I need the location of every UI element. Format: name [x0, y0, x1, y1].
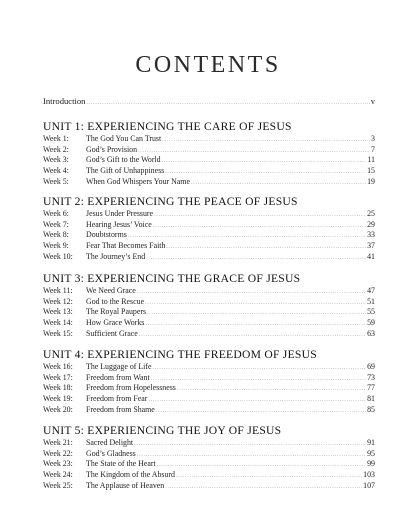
week-label: Week 10:: [43, 251, 73, 261]
toc-entry: [43, 373, 375, 384]
entry-title: Jesus Under Pressure: [86, 209, 154, 218]
page-number: 37: [367, 241, 375, 251]
page-number: 59: [367, 318, 375, 328]
page-number: 47: [367, 286, 375, 295]
dot-leader: [134, 439, 366, 450]
page-number: 25: [367, 209, 375, 218]
week-label: Week 9:: [43, 241, 69, 251]
dot-leader: [162, 135, 370, 146]
page-number: 33: [367, 230, 375, 240]
dot-leader: [147, 308, 366, 319]
unit-section-2: [43, 195, 375, 262]
entry-title: The Kingdom of the Absurd: [86, 470, 175, 480]
toc-entry: [43, 470, 375, 481]
dot-leader: [165, 482, 362, 493]
week-label: Week 19:: [43, 394, 73, 404]
toc-entry: [43, 438, 375, 449]
entry-title: Freedom from Shame: [86, 404, 155, 414]
entry-title: How Grace Works: [86, 318, 145, 328]
unit-heading: UNIT 5: EXPERIENCING THE JOY OF JESUS: [43, 424, 282, 437]
week-label: Week 17:: [43, 372, 73, 382]
page-number: 81: [367, 394, 375, 404]
week-label: Week 15:: [43, 328, 73, 338]
unit-section-4: [43, 348, 375, 415]
week-label: Week 18:: [43, 383, 73, 393]
dot-leader: [148, 395, 366, 406]
page-number: 41: [367, 251, 375, 261]
page-number: 103: [363, 470, 375, 480]
unit-section-3: [43, 272, 375, 339]
introduction-page-number: v: [370, 96, 375, 106]
entry-title: Sufficient Grace: [86, 328, 138, 338]
week-label: Week 4:: [43, 166, 69, 176]
dot-leader: [154, 210, 366, 221]
introduction-entry: [43, 96, 375, 106]
toc-entry: [43, 286, 375, 297]
toc-entry: [43, 230, 375, 241]
toc-entry: [43, 449, 375, 460]
week-label: Week 14:: [43, 318, 73, 328]
page-number: 95: [367, 448, 375, 458]
entry-title: The God You Can Trust: [86, 134, 162, 143]
week-label: Week 13:: [43, 307, 73, 317]
toc-entry: [43, 209, 375, 220]
unit-heading: UNIT 2: EXPERIENCING THE PEACE OF JESUS: [43, 195, 298, 208]
page-number: 69: [367, 362, 375, 371]
week-label: Week 16:: [43, 362, 73, 371]
dot-leader: [139, 330, 366, 341]
toc-entry: [43, 394, 375, 405]
dot-leader: [177, 384, 366, 395]
entry-title: The Royal Paupers: [86, 307, 147, 317]
page-number: 7: [371, 144, 375, 154]
page-number: 29: [367, 219, 375, 229]
toc-entry: [43, 220, 375, 231]
toc-entry: [43, 134, 375, 145]
unit-heading: UNIT 3: EXPERIENCING THE GRACE OF JESUS: [43, 272, 301, 285]
dot-leader: [162, 156, 367, 167]
toc-entry: [43, 318, 375, 329]
week-label: Week 8:: [43, 230, 69, 240]
week-label: Week 7:: [43, 219, 69, 229]
week-label: Week 12:: [43, 296, 73, 306]
page-number: 91: [367, 438, 375, 447]
unit-heading: UNIT 4: EXPERIENCING THE FREEDOM OF JESUS: [43, 348, 317, 361]
entry-title: The Luggage of Life: [86, 362, 152, 371]
unit-section-5: [43, 424, 375, 491]
dot-leader: [176, 471, 362, 482]
unit-heading: UNIT 1: EXPERIENCING THE CARE OF JESUS: [43, 120, 292, 133]
unit-section-1: [43, 120, 375, 187]
entry-title: We Need Grace: [86, 286, 136, 295]
toc-entry: [43, 405, 375, 416]
dot-leader: [137, 287, 366, 298]
toc-entry: [43, 297, 375, 308]
page-title: CONTENTS: [135, 52, 281, 78]
toc-entry: [43, 362, 375, 373]
entry-title: The Gift of Unhappiness: [86, 166, 165, 176]
dot-leader: [145, 298, 366, 309]
week-label: Week 23:: [43, 459, 73, 469]
dot-leader: [137, 450, 366, 461]
page-number: 51: [367, 296, 375, 306]
dot-leader: [166, 242, 366, 253]
page-number: 107: [363, 480, 375, 490]
entry-title: The Applause of Heaven: [86, 480, 165, 490]
entry-title: Freedom from Fear: [86, 394, 148, 404]
entry-title: God’s Gladness: [86, 448, 136, 458]
page-number: 11: [367, 155, 375, 165]
page-number: 85: [367, 404, 375, 414]
toc-entry: [43, 177, 375, 188]
week-label: Week 6:: [43, 209, 69, 218]
dot-leader: [151, 374, 366, 385]
toc-entry: [43, 241, 375, 252]
introduction-label: Introduction: [43, 96, 86, 106]
dot-leader: [165, 167, 366, 178]
entry-title: God to the Rescue: [86, 296, 145, 306]
week-label: Week 2:: [43, 144, 69, 154]
toc-entry: [43, 166, 375, 177]
page-number: 3: [371, 134, 375, 143]
page-number: 63: [367, 328, 375, 338]
toc-entry: [43, 145, 375, 156]
entry-title: Sacred Delight: [86, 438, 134, 447]
week-label: Week 3:: [43, 155, 69, 165]
entry-title: The State of the Heart: [86, 459, 156, 469]
dot-leader: [157, 460, 366, 471]
page-number: 19: [367, 176, 375, 186]
toc-entry: [43, 459, 375, 470]
entry-title: Freedom from Want: [86, 372, 150, 382]
entry-title: Freedom from Hopelessness: [86, 383, 176, 393]
entry-title: God’s Gift to the World: [86, 155, 161, 165]
toc-entry: [43, 252, 375, 263]
dot-leader: [153, 221, 366, 232]
dot-leader: [145, 319, 366, 330]
week-label: Week 22:: [43, 448, 73, 458]
toc-entry: [43, 155, 375, 166]
toc-entry: [43, 307, 375, 318]
entry-title: The Journey’s End: [86, 251, 146, 261]
dot-leader: [138, 146, 370, 157]
entry-title: God’s Provision: [86, 144, 138, 154]
week-label: Week 1:: [43, 134, 69, 143]
toc-entry: [43, 481, 375, 492]
dot-leader: [153, 363, 367, 374]
page-number: 73: [367, 372, 375, 382]
dot-leader: [86, 99, 369, 106]
week-label: Week 25:: [43, 480, 73, 490]
page-number: 99: [367, 459, 375, 469]
page-number: 55: [367, 307, 375, 317]
dot-leader: [156, 406, 366, 417]
entry-title: Fear That Becomes Faith: [86, 241, 166, 251]
week-label: Week 5:: [43, 176, 69, 186]
page-number: 15: [367, 166, 375, 176]
dot-leader: [191, 178, 366, 189]
toc-entry: [43, 329, 375, 340]
page-number: 77: [367, 383, 375, 393]
week-label: Week 11:: [43, 286, 73, 295]
entry-title: When God Whispers Your Name: [86, 176, 190, 186]
toc-entry: [43, 383, 375, 394]
entry-title: Hearing Jesus’ Voice: [86, 219, 152, 229]
week-label: Week 21:: [43, 438, 73, 447]
entry-title: Doubtstorms: [86, 230, 127, 240]
week-label: Week 20:: [43, 404, 73, 414]
dot-leader: [146, 253, 366, 264]
week-label: Week 24:: [43, 470, 73, 480]
